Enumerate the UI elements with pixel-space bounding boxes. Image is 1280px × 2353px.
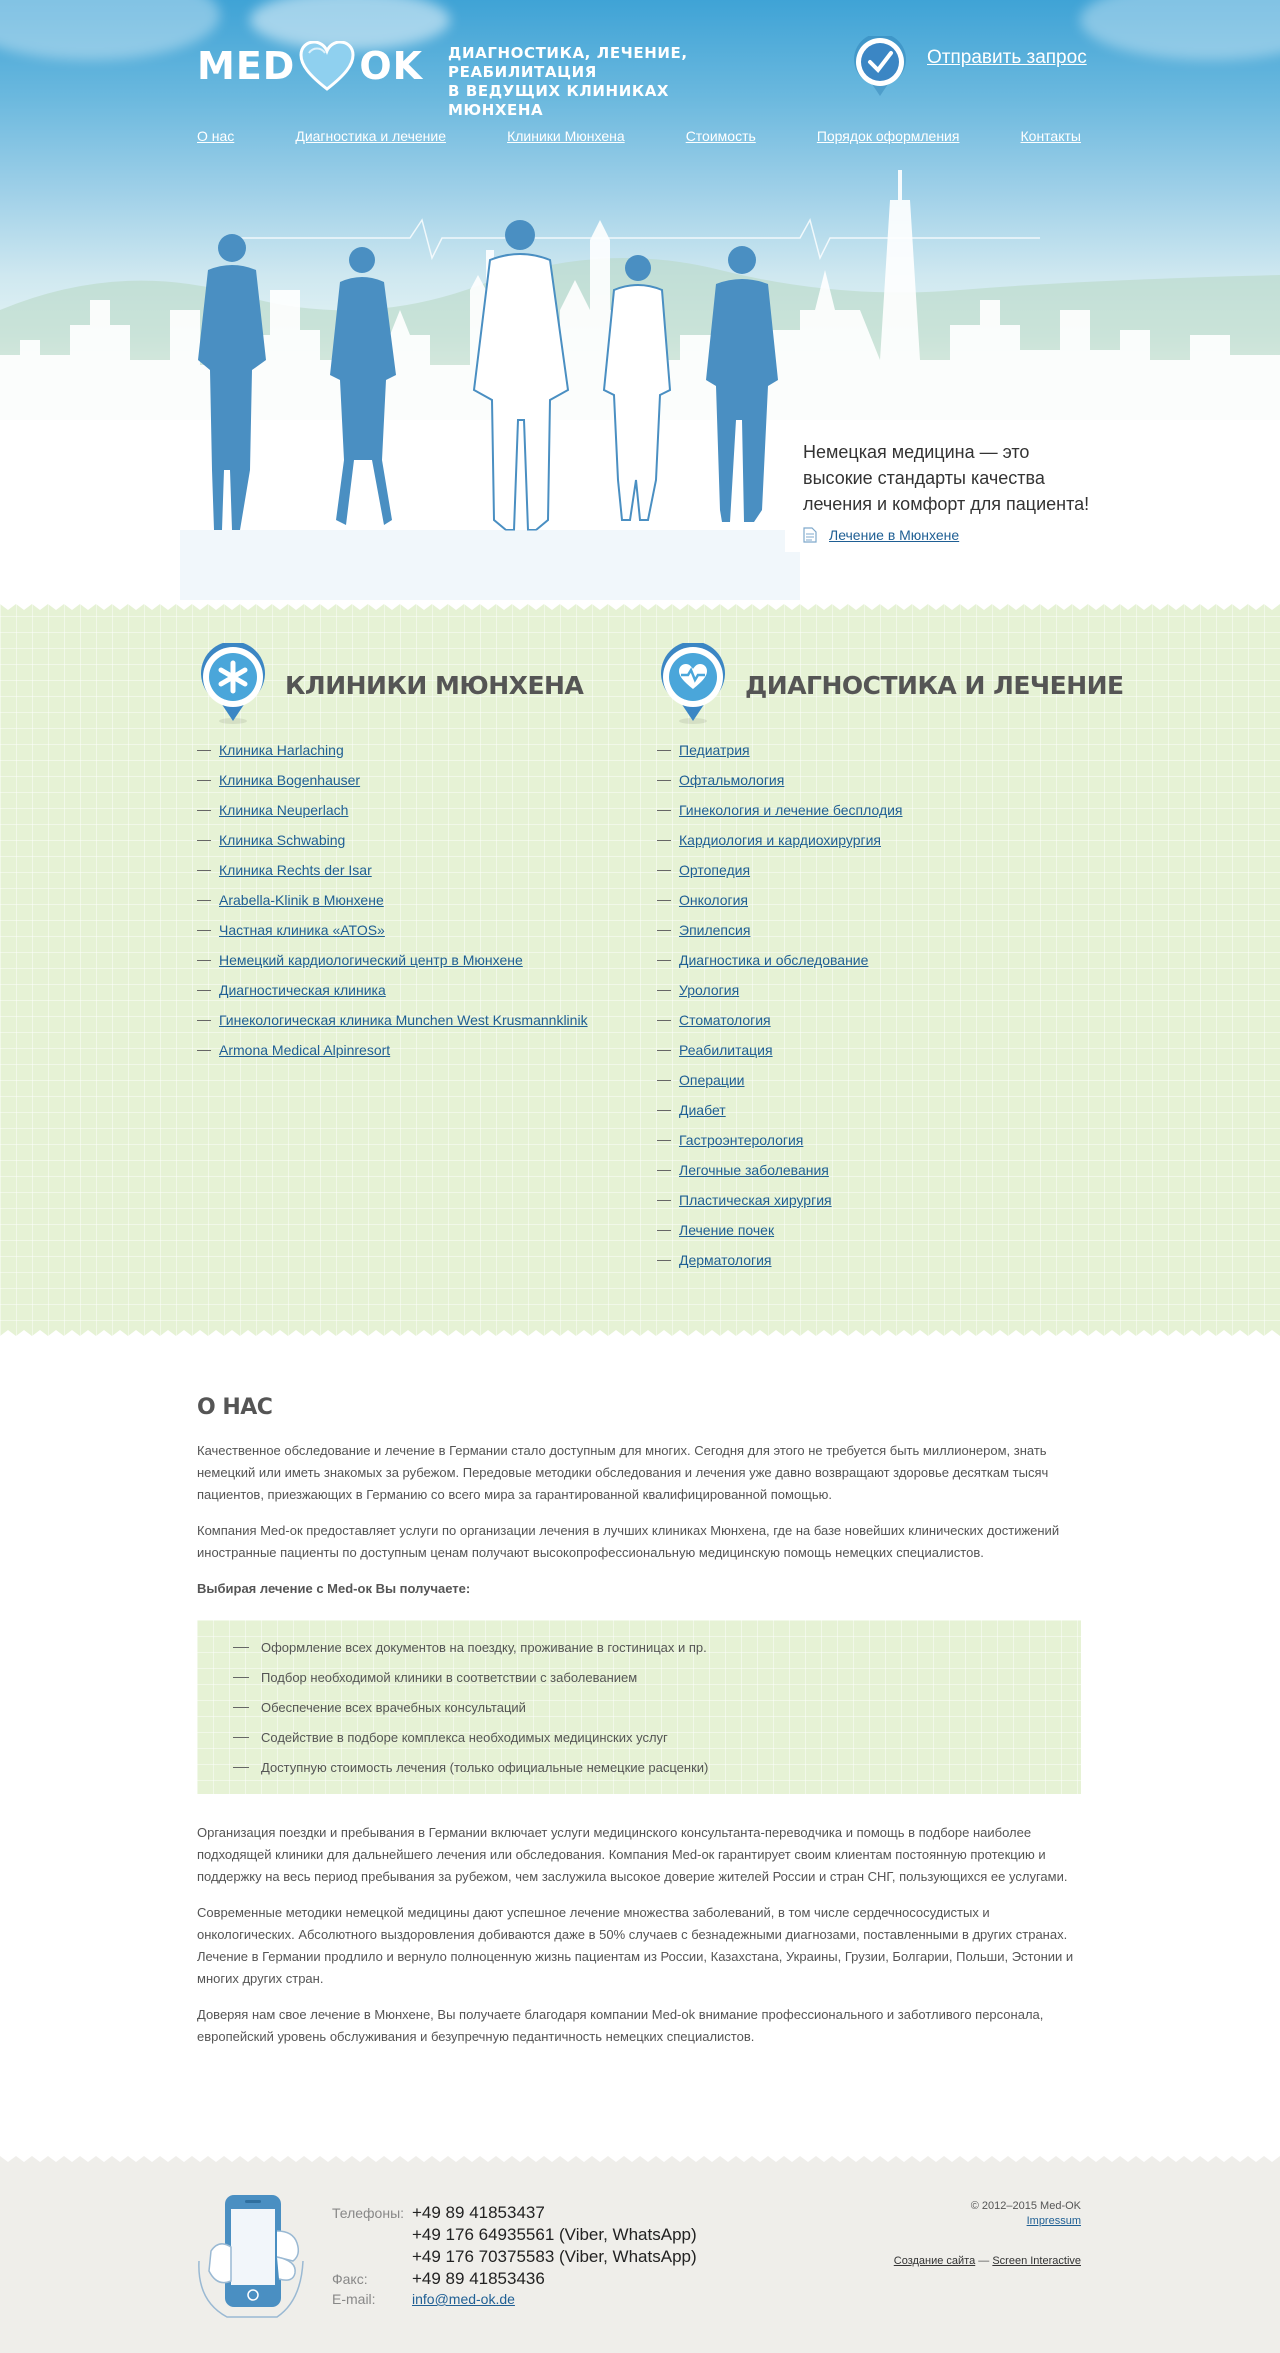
list-item	[197, 825, 588, 855]
about-paragraph-4: Современные методики немецкой медицины дают успешное лечение множества заболеваний, в том числе сердечнососудистых и онкологических. Абсолютного выздоровления добиваются даже в 50% случаев с безнадежными диагнозами, поставленными в других странах. Лечение в Германии продлило и вернуло полноценную жизнь пациентам из России, Казахстана, Украины, Грузии, Болгарии, Польши, Эстонии и многих других стран.	[197, 1905, 1074, 1986]
benefits-box	[197, 1620, 1081, 1794]
list-item	[197, 1035, 588, 1065]
clinic-link[interactable]: Диагностическая клиника	[219, 982, 386, 998]
list-item	[657, 975, 1124, 1005]
nav-contacts[interactable]: Контакты	[1020, 128, 1081, 144]
about-paragraph-2: Компания Med-ок предоставляет услуги по организации лечения в лучших клиниках Мюнхена, где на базе новейших клинических достижений иностранные пациенты по доступным ценам получают высокопрофессиональную медицинскую помощь немецких специалистов.	[197, 1523, 1060, 1560]
credits-separator: —	[975, 2255, 993, 2267]
zigzag-border-footer	[0, 2152, 1280, 2166]
heartbeat-icon	[657, 643, 729, 727]
list-item	[197, 915, 588, 945]
diagnostic-link[interactable]: Пластическая хирургия	[679, 1192, 832, 1208]
send-request-link[interactable]: Отправить запрос	[927, 47, 1087, 68]
diagnostic-link[interactable]: Урология	[679, 982, 740, 998]
site-creation-link[interactable]: Создание сайта	[893, 2255, 976, 2267]
email-label: E-mail:	[332, 2291, 376, 2307]
cloud-decoration	[1080, 0, 1280, 60]
smartphone-icon	[197, 2191, 309, 2319]
email-link[interactable]: info@med-ok.de	[412, 2291, 515, 2307]
list-item	[233, 1752, 1045, 1782]
list-item	[657, 885, 1124, 915]
list-item	[657, 855, 1124, 885]
list-item	[657, 1005, 1124, 1035]
copyright-block	[971, 2199, 1081, 2229]
about-title: О НАС	[197, 1395, 273, 1420]
list-item	[657, 915, 1124, 945]
list-item	[233, 1632, 1045, 1662]
phone-number[interactable]: +49 176 64935561 (Viber, WhatsApp)	[412, 2225, 697, 2244]
logo-text-right: OK	[359, 44, 424, 88]
clinics-list	[197, 735, 588, 1065]
benefit-text: Подбор необходимой клиники в соответствии с заболеванием	[261, 1669, 638, 1685]
nav-diagnostics[interactable]: Диагностика и лечение	[295, 128, 447, 144]
clinics-column	[197, 640, 588, 1065]
promo-text: Немецкая медицина — это высокие стандарты качества лечения и комфорт для пациента!	[803, 442, 1090, 514]
diagnostic-link[interactable]: Лечение почек	[679, 1222, 775, 1238]
phones-label: Телефоны:	[332, 2205, 405, 2221]
promo-link-row	[803, 527, 1104, 543]
diagnostic-link[interactable]: Ортопедия	[679, 862, 751, 878]
promo-box	[785, 422, 1122, 552]
list-item	[657, 765, 1124, 795]
about-section	[197, 1395, 1081, 2062]
diagnostic-link[interactable]: Диагностика и обследование	[679, 952, 869, 968]
diagnostic-link[interactable]: Диабет	[679, 1102, 726, 1118]
list-item	[657, 1095, 1124, 1125]
phones-row	[332, 2203, 697, 2225]
diagnostics-column	[657, 640, 1124, 1275]
list-item	[233, 1692, 1045, 1722]
credits-block	[894, 2255, 1081, 2267]
list-item	[233, 1662, 1045, 1692]
benefit-text: Оформление всех документов на поездку, проживание в гостиницах и пр.	[261, 1639, 707, 1655]
clinic-link[interactable]: Клиника Neuperlach	[219, 802, 349, 818]
list-item	[657, 1155, 1124, 1185]
developer-link[interactable]: Screen Interactive	[992, 2255, 1081, 2267]
diagnostic-link[interactable]: Офтальмология	[679, 772, 785, 788]
logo-text-left: MED	[197, 44, 296, 88]
clinic-link[interactable]: Гинекологическая клиника Munchen West Krusmannklinik	[219, 1012, 588, 1028]
list-item	[657, 945, 1124, 975]
phone-number[interactable]: +49 89 41853437	[412, 2203, 545, 2222]
list-item	[657, 1215, 1124, 1245]
list-item	[197, 795, 588, 825]
site-footer	[0, 2153, 1280, 2353]
list-item	[197, 885, 588, 915]
cloud-decoration	[0, 0, 220, 60]
clinic-link[interactable]: Клиника Bogenhauser	[219, 772, 361, 788]
phone-number[interactable]: +49 176 70375583 (Viber, WhatsApp)	[412, 2247, 697, 2266]
clinic-link[interactable]: Arabella-Klinik в Мюнхене	[219, 892, 384, 908]
diagnostic-link[interactable]: Операции	[679, 1072, 745, 1088]
contacts-block	[332, 2203, 697, 2313]
diagnostics-heading	[657, 640, 1124, 730]
clinic-link[interactable]: Немецкий кардиологический центр в Мюнхене	[219, 952, 523, 968]
list-item	[657, 735, 1124, 765]
phones-row	[332, 2247, 697, 2269]
list-item	[197, 735, 588, 765]
diagnostics-title: ДИАГНОСТИКА И ЛЕЧЕНИЕ	[745, 670, 1124, 700]
list-item	[197, 1005, 588, 1035]
site-logo[interactable]	[197, 40, 423, 92]
promo-link[interactable]: Лечение в Мюнхене	[829, 527, 960, 543]
diagnostic-link[interactable]: Педиатрия	[679, 742, 750, 758]
list-item	[657, 825, 1124, 855]
diagnostic-link[interactable]: Дерматология	[679, 1252, 772, 1268]
diagnostics-list	[657, 735, 1124, 1275]
nav-clinics[interactable]: Клиники Мюнхена	[507, 128, 625, 144]
list-item	[657, 1185, 1124, 1215]
zigzag-border-top	[0, 600, 1280, 614]
hero-section	[0, 0, 1280, 600]
main-navigation	[197, 128, 1081, 144]
list-item	[657, 1065, 1124, 1095]
list-item	[657, 1035, 1124, 1065]
clinics-title: КЛИНИКИ МЮНХЕНА	[285, 670, 584, 700]
list-item	[197, 945, 588, 975]
diagnostic-link[interactable]: Эпилепсия	[679, 922, 751, 938]
zigzag-border-bottom	[0, 1326, 1280, 1340]
diagnostic-link[interactable]: Гастроэнтерология	[679, 1132, 804, 1148]
about-paragraph-5: Доверяя нам свое лечение в Мюнхене, Вы получаете благодаря компании Med-ok внимание профессионального и заботливого персонала, европейский уровень обслуживания и безупречную педантичность немецких специалистов.	[197, 2007, 1044, 2044]
about-paragraph-1: Качественное обследование и лечение в Германии стало доступным для многих. Сегодня для этого не требуется быть миллионером, знать немецкий или иметь знакомых за рубежом. Передовые методики обследования и лечения уже давно возвращают здоровье десяткам тысяч пациентов, приезжающих в Германию со всего мира за гарантированной квалифицированной помощью.	[197, 1443, 1049, 1502]
list-item	[197, 855, 588, 885]
benefit-text: Обеспечение всех врачебных консультаций	[261, 1699, 526, 1715]
site-tagline	[448, 44, 768, 120]
benefit-text: Содействие в подборе комплекса необходимых медицинских услуг	[261, 1729, 668, 1745]
medical-star-icon	[197, 643, 269, 727]
list-item	[197, 975, 588, 1005]
fax-label: Факс:	[332, 2271, 368, 2287]
benefit-text: Доступную стоимость лечения (только официальные немецкие расценки)	[261, 1759, 709, 1775]
email-row	[332, 2291, 697, 2313]
fax-number: +49 89 41853436	[412, 2269, 545, 2288]
benefits-list	[233, 1632, 1045, 1782]
document-icon	[803, 527, 817, 543]
nav-prices[interactable]: Стоимость	[685, 128, 756, 144]
diagnostic-link[interactable]: Легочные заболевания	[679, 1162, 829, 1178]
impressum-link[interactable]: Impressum	[1026, 2215, 1081, 2227]
list-item	[233, 1722, 1045, 1752]
nav-about[interactable]: О нас	[197, 128, 235, 144]
clinic-link[interactable]: Клиника Rechts der Isar	[219, 862, 372, 878]
clinic-link[interactable]: Клиника Schwabing	[219, 832, 346, 848]
clinics-heading	[197, 640, 588, 730]
list-item	[657, 1125, 1124, 1155]
clinic-link[interactable]: Частная клиника «ATOS»	[219, 922, 385, 938]
tagline-line-2: В ВЕДУЩИХ КЛИНИКАХ МЮНХЕНА	[448, 82, 670, 119]
clinic-link[interactable]: Armona Medical Alpinresort	[219, 1042, 391, 1058]
list-item	[197, 765, 588, 795]
diagnostic-link[interactable]: Кардиология и кардиохирургия	[679, 832, 881, 848]
catalog-section	[0, 600, 1280, 1340]
phones-row	[332, 2225, 697, 2247]
diagnostic-link[interactable]: Гинекология и лечение бесплодия	[679, 802, 903, 818]
benefits-title: Выбирая лечение с Med-ок Вы получаете:	[197, 1581, 471, 1596]
copyright-text: © 2012–2015 Med-OK	[970, 2200, 1081, 2212]
nav-procedure[interactable]: Порядок оформления	[816, 128, 960, 144]
checkmark-pin-icon[interactable]	[852, 36, 908, 98]
diagnostic-link[interactable]: Реабилитация	[679, 1042, 773, 1058]
list-item	[657, 1245, 1124, 1275]
fax-row	[332, 2269, 697, 2291]
diagnostic-link[interactable]: Стоматология	[679, 1012, 771, 1028]
about-paragraph-3: Организация поездки и пребывания в Германии включает услуги медицинского консультанта-переводчика и помощь в подборе наиболее подходящей клиники для дальнейшего лечения или обследования. Компания Med-ок гарантирует своим клиентам постоянную протекцию и поддержку на весь период пребывания за рубежом, чем заслужила высокое доверие жителей России и стран СНГ, пользующихся ее услугами.	[197, 1825, 1068, 1884]
diagnostic-link[interactable]: Онкология	[679, 892, 749, 908]
heart-icon	[299, 41, 355, 91]
tagline-line-1: ДИАГНОСТИКА, ЛЕЧЕНИЕ, РЕАБИЛИТАЦИЯ	[448, 44, 688, 81]
clinic-link[interactable]: Клиника Harlaching	[219, 742, 344, 758]
list-item	[657, 795, 1124, 825]
